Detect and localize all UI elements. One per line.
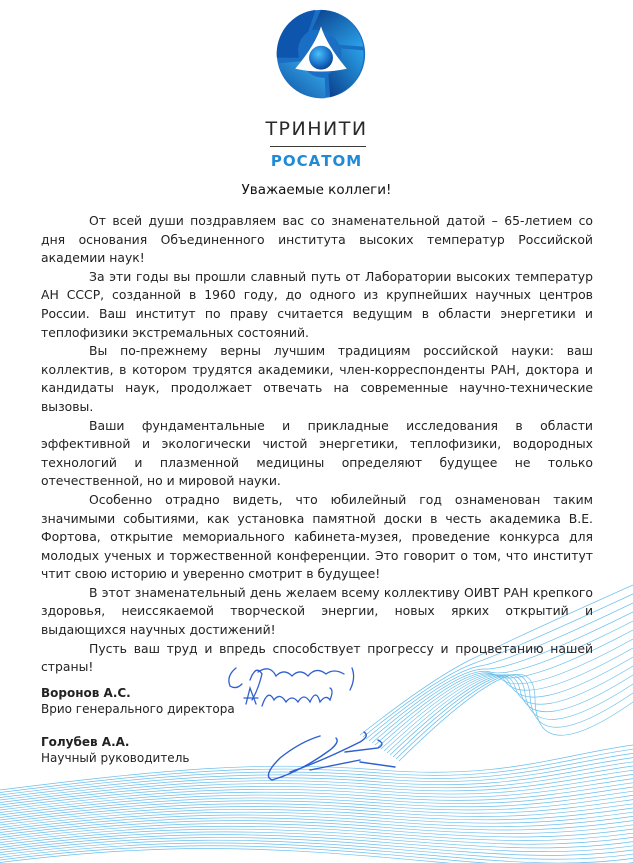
- wave-line: [0, 766, 633, 803]
- wave-line: [0, 770, 633, 805]
- wave-line: [0, 804, 633, 825]
- signature-voronov-icon: [244, 688, 332, 706]
- wave-line: [0, 791, 633, 817]
- wave-line: [0, 787, 633, 815]
- wave-line: [399, 674, 633, 761]
- signatory-title: Научный руководитель: [41, 751, 190, 765]
- org-name: ТРИНИТИ: [265, 118, 368, 140]
- wave-line: [0, 821, 633, 838]
- brand-divider: [270, 146, 366, 147]
- wave-line: [0, 840, 633, 859]
- signatory-title: Врио генерального директора: [41, 702, 235, 716]
- wave-line: [396, 675, 633, 759]
- paragraph: За эти годы вы прошли славный путь от Лаборатории высоких температур АН СССР, созданной в 1960 году, до одного из крупнейших научных центров России. Ваш институт по праву считается ведущим в области энергетики и теплофизики экстремальных состояний.: [41, 268, 593, 340]
- paragraph: От всей души поздравляем вас со знаменательной датой – 65-летием со дня основания Объединенного института высоких температур Российской академии наук!: [41, 213, 593, 266]
- wave-line: [0, 826, 633, 842]
- paragraph: В этот знаменательный день желаем всему коллективу ОИВТ РАН крепкого здоровья, неиссякаемой творческой энергии, новых ярких открытий и выдающихся научных достижений!: [41, 584, 593, 638]
- wave-line: [0, 846, 633, 863]
- paragraph: Вы по-прежнему верны лучшим традициям российской науки: ваш коллектив, в котором трудятся академики, член-корреспонденты РАН, доктора и кандидаты наук, продолжает отвечать на современные научно-технические вызовы.: [41, 343, 593, 414]
- wave-line: [387, 666, 633, 753]
- signatory-2: [41, 734, 189, 766]
- wave-line: [0, 815, 633, 833]
- paragraph: Особенно отрадно видеть, что юбилейный год ознаменован таким значимыми событиями, как установка памятной доски в честь академика В.Е. Фортова, открытие мемориального кабинета-музея, проведение конкурса для молодых ученых и торжественной конференции. Это говорит о том, что институт чтит свою историю и уверенно смотрит в будущее!: [41, 491, 593, 582]
- wave-line: [0, 843, 633, 863]
- wave-line: [0, 800, 633, 823]
- signatory-name: Воронов А.С.: [41, 686, 131, 700]
- wave-line: [0, 848, 633, 863]
- wave-line: [0, 835, 633, 852]
- wave-line: [393, 675, 633, 757]
- wave-line: [0, 823, 633, 840]
- wave-line: [390, 675, 633, 755]
- signature-golubev-icon: [268, 732, 395, 780]
- wave-line: [0, 818, 633, 835]
- wave-line: [0, 774, 633, 807]
- wave-line: [0, 795, 633, 820]
- salutation: Уважаемые коллеги!: [241, 182, 392, 198]
- signatory-1: [41, 685, 235, 717]
- letter-body: [41, 212, 593, 677]
- signatory-name: Голубев А.А.: [41, 735, 130, 749]
- parent-org-name: РОСАТОМ: [270, 152, 363, 170]
- wave-line: [0, 837, 633, 855]
- paragraph: Ваши фундаментальные и прикладные исследования в области эффективной и экологически чистой энергетики, теплофизики, водородных технологий и плазменной медицины определяют будущее не только отечественной, но и мировой науки.: [41, 417, 593, 489]
- rosatom-atom-logo-icon: [275, 8, 367, 100]
- wave-line: [0, 812, 633, 830]
- wave-line: [0, 783, 633, 813]
- wave-line: [0, 762, 633, 800]
- wave-line: [0, 808, 633, 828]
- wave-line: [0, 832, 633, 848]
- wave-line: [0, 829, 633, 845]
- paragraph: Пусть ваш труд и впредь способствует прогрессу и процветанию нашей страны!: [41, 640, 593, 675]
- wave-line: [0, 779, 633, 810]
